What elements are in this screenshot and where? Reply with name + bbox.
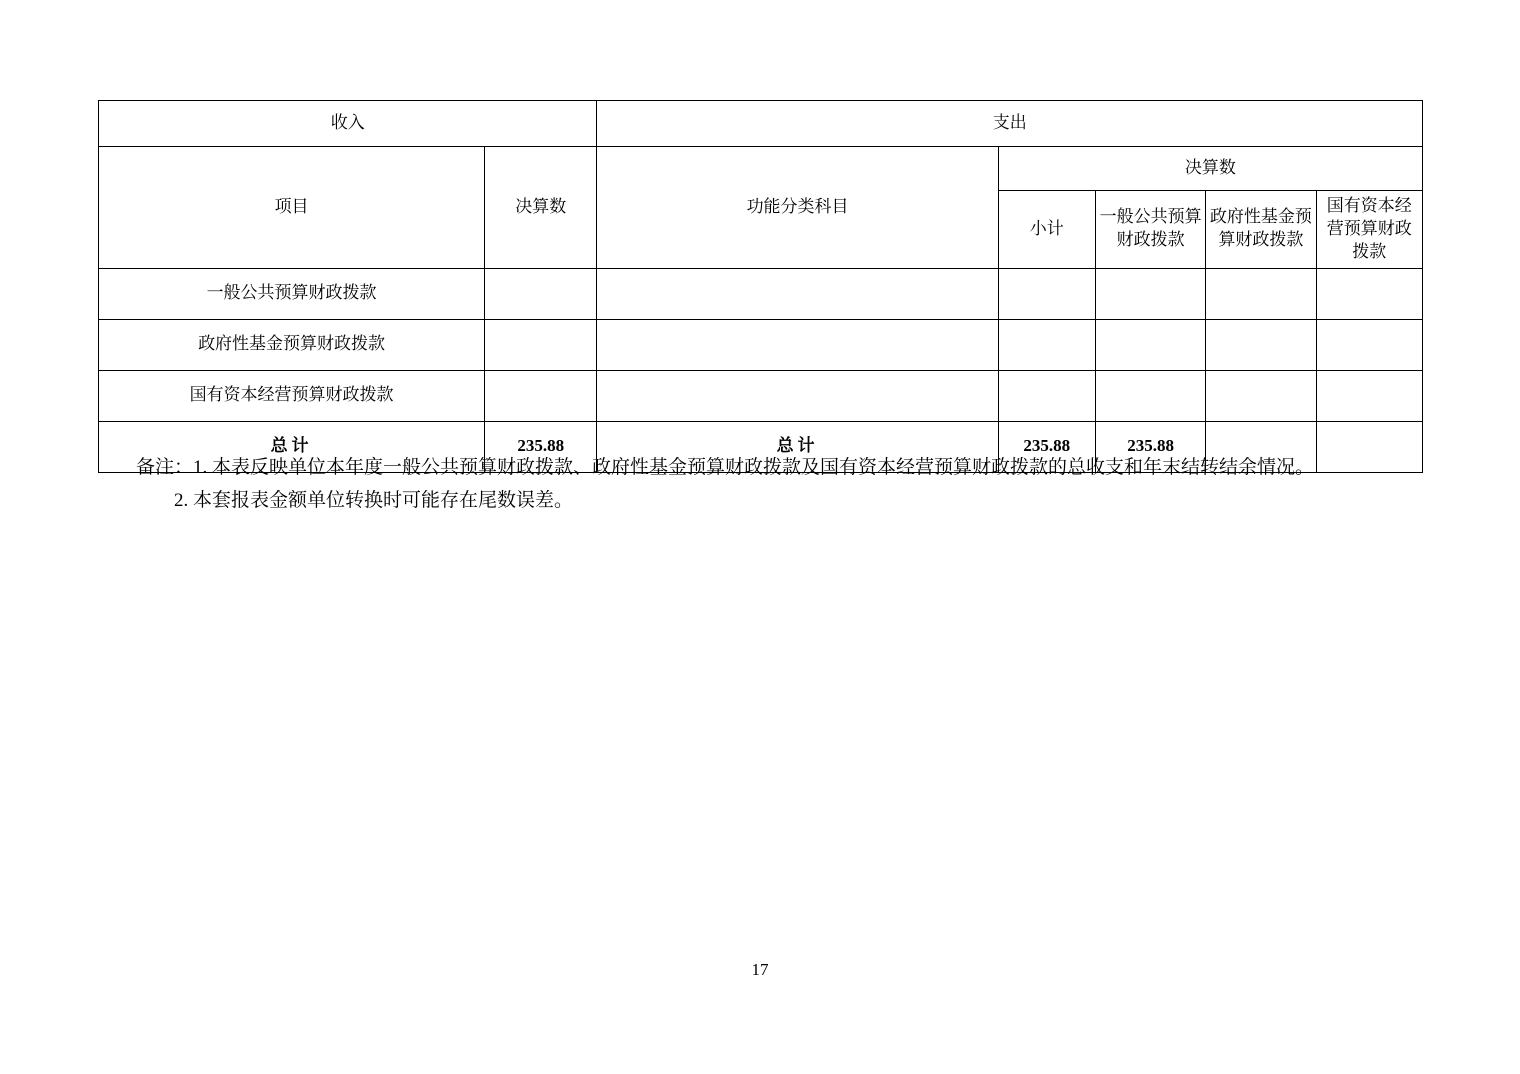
table-subheader-row-1 [99,147,1423,191]
total-income-amount: 235.88 [485,421,597,472]
budget-table-container [98,100,1423,473]
table-row [99,370,1423,421]
note-line-2: 2. 本套报表金额单位转换时可能存在尾数误差。 [174,490,574,512]
row-state-capital [1316,319,1422,370]
row-gov-fund [1206,268,1316,319]
row-label-gov-fund-budget: 政府性基金预算财政拨款 [99,319,485,370]
total-general: 235.88 [1095,421,1205,472]
row-state-capital [1316,268,1422,319]
row-label-state-capital-budget: 国有资本经营预算财政拨款 [99,370,485,421]
header-state-capital-budget: 国有资本经营预算财政拨款 [1316,191,1422,269]
note-line-1: 备注：1. 本表反映单位本年度一般公共预算财政拨款、政府性基金预算财政拨款及国有资本经营预算财政拨款的总收支和年末结转结余情况。 [136,457,1315,478]
page-number: 17 [751,960,769,979]
total-subtotal: 235.88 [998,421,1095,472]
row-general [1095,370,1205,421]
table-group-header-row [99,101,1423,147]
row-income-amount [485,370,597,421]
total-label-income: 总计 [99,421,485,472]
header-function-subject: 功能分类科目 [597,147,998,269]
table-row [99,268,1423,319]
header-final-amount-expense: 决算数 [998,147,1422,191]
header-expense: 支出 [597,101,1423,147]
header-item: 项目 [99,147,485,269]
header-final-amount-income: 决算数 [485,147,597,269]
row-subtotal [998,319,1095,370]
row-gov-fund [1206,319,1316,370]
row-income-amount [485,319,597,370]
row-income-amount [485,268,597,319]
row-expense-subject [597,268,998,319]
row-state-capital [1316,370,1422,421]
row-general [1095,319,1205,370]
final-accounts-table [98,100,1423,473]
row-subtotal [998,370,1095,421]
row-expense-subject [597,319,998,370]
row-gov-fund [1206,370,1316,421]
table-notes [98,452,1428,517]
header-general-public-budget: 一般公共预算财政拨款 [1095,191,1205,269]
header-gov-fund-budget: 政府性基金预算财政拨款 [1206,191,1316,269]
row-subtotal [998,268,1095,319]
header-subtotal: 小计 [998,191,1095,269]
row-expense-subject [597,370,998,421]
header-income: 收入 [99,101,597,147]
table-row [99,319,1423,370]
row-label-general-public-budget: 一般公共预算财政拨款 [99,268,485,319]
row-general [1095,268,1205,319]
total-label-expense: 总计 [597,421,998,472]
